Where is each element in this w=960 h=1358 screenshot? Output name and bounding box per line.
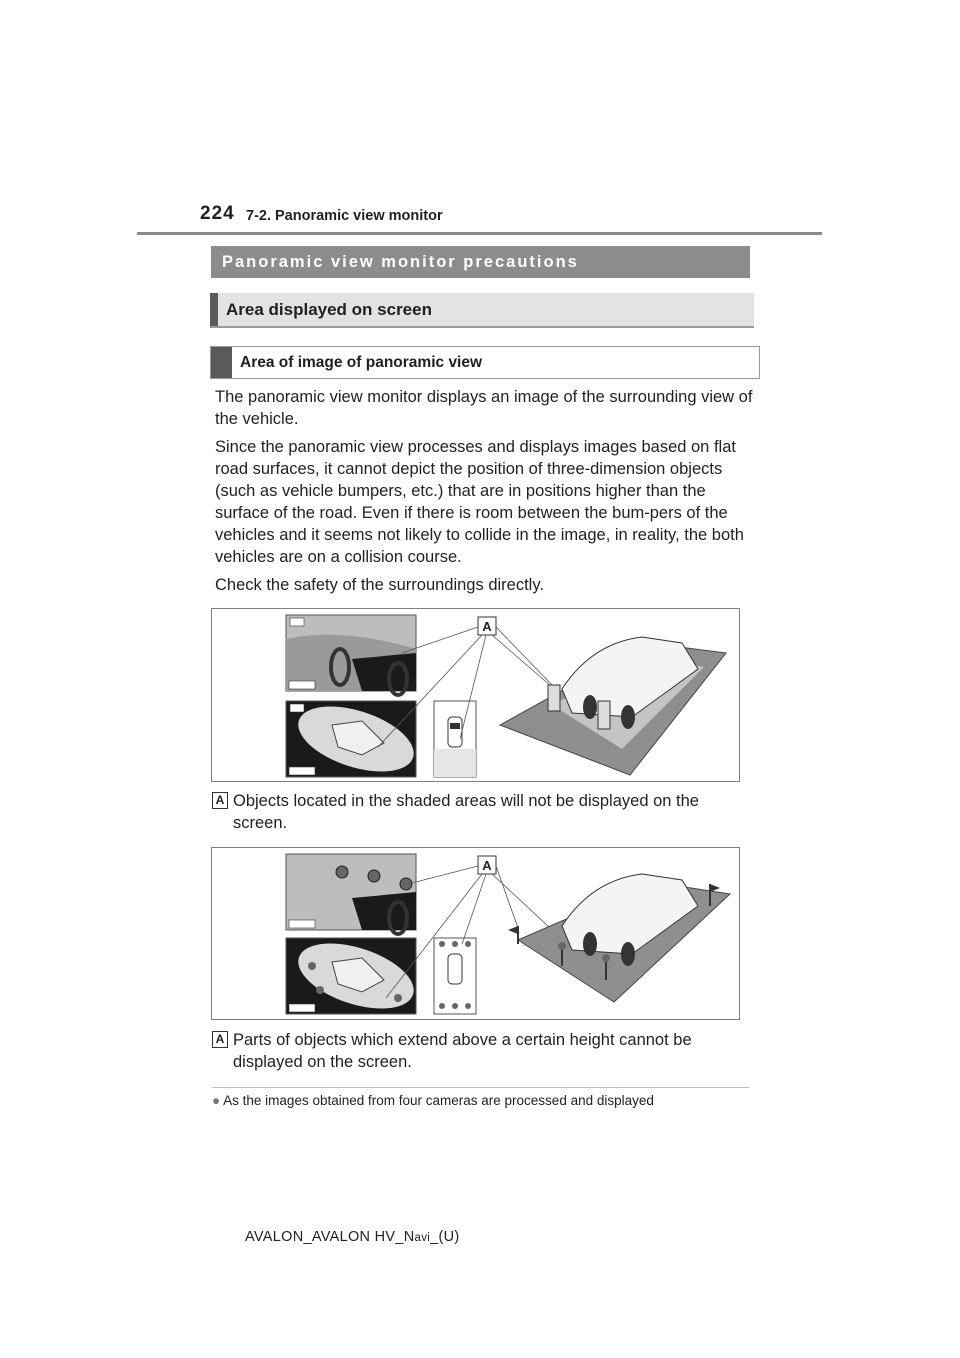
footer-model-small: avi [414,1232,431,1244]
footer-model-code [245,1229,460,1245]
footer-model-end: _(U) [430,1229,460,1245]
figure-height-limit [211,847,740,1020]
bullet-dot-icon: ● [212,1093,221,1108]
footer-model-main: AVALON_AVALON HV_N [245,1229,415,1245]
divider [212,1087,749,1088]
figure-shaded-areas [211,608,740,782]
figure-2-note-text: Parts of objects which extend above a certain height cannot be displayed on the screen. [233,1031,692,1071]
sub-subheading-marker [211,347,232,378]
header-rule [137,232,822,235]
figure-height-limit-illustration [212,848,739,1019]
svg-text:A: A [482,858,492,873]
figure-2-note-label: A [212,1031,228,1048]
subheading-bar [210,293,754,328]
figure-1-note-label: A [212,792,228,809]
section-title: 7-2. Panoramic view monitor [246,208,443,224]
subheading-marker [210,293,218,326]
camera-screen-front-icon [286,615,416,695]
vehicle-perspective-shaded-illustration [500,637,726,775]
camera-screen-top-view-icon [286,694,422,781]
sub-subheading-bar [210,346,760,379]
camera-screen-front-poles-icon [286,854,416,934]
paragraph-explanation: Since the panoramic view processes and displays images based on flat road surfaces, it cannot depict the position of three-dimension objects (such as vehicle bumpers, etc.) that are in positions higher than the surface of the road. Even if there is room between the bum-pers of the vehicles and it seems not likely to collide in the image, in reality, the both vehicles are on a collision course. [215,438,744,566]
title-bar [211,246,750,278]
vehicle-top-view-poles-icon [434,938,476,1014]
vehicle-top-view-icon [434,701,476,777]
bullet-note [212,1093,654,1108]
svg-text:A: A [482,619,492,634]
subheading-text: Area displayed on screen [226,299,432,319]
vehicle-perspective-poles-illustration [508,874,730,1002]
page-number: 224 [200,203,235,224]
paragraph-intro: The panoramic view monitor displays an image of the surrounding view of the vehicle. [215,388,753,428]
figure-shaded-areas-illustration [212,609,739,781]
bullet-note-text: As the images obtained from four cameras are processed and displayed [223,1093,654,1108]
paragraph-safety: Check the safety of the surroundings directly. [215,576,544,594]
figure-1-note-text: Objects located in the shaded areas will not be displayed on the screen. [233,792,699,832]
title-bar-text: Panoramic view monitor precautions [222,252,579,271]
camera-screen-top-view-poles-icon [286,931,422,1019]
sub-subheading-text: Area of image of panoramic view [240,353,483,371]
